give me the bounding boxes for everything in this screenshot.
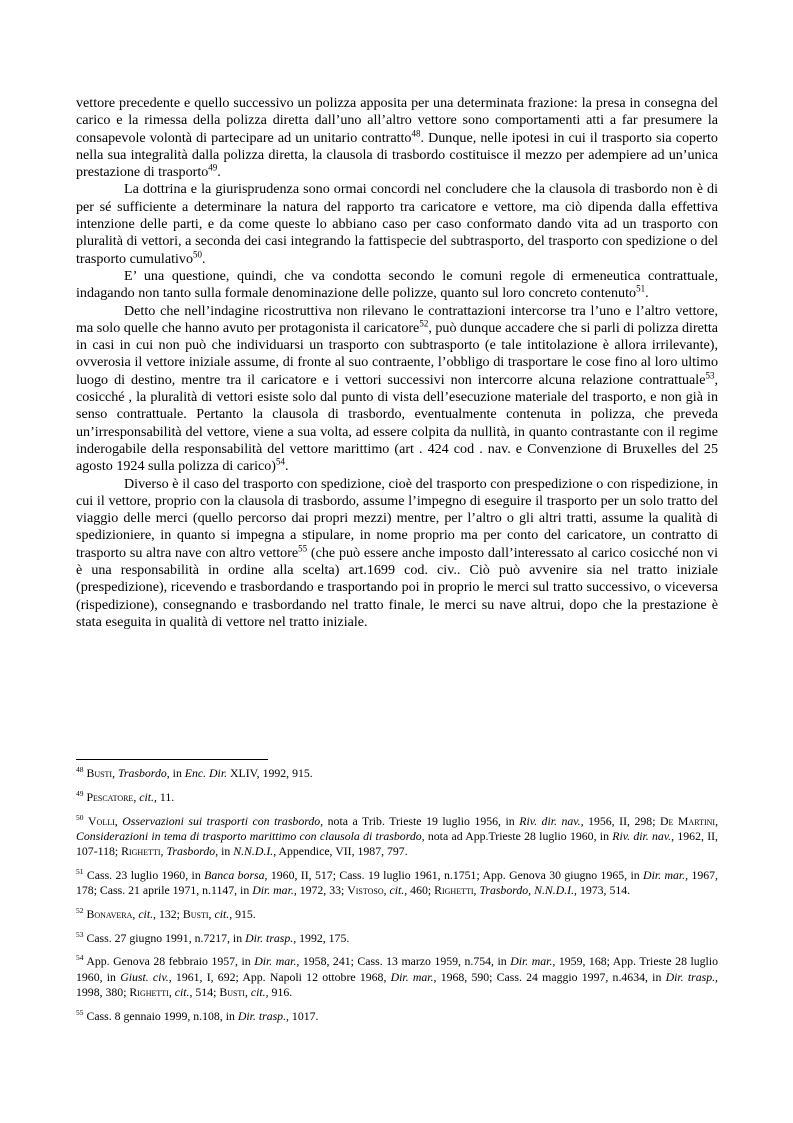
- paragraph: [76, 95, 718, 181]
- italic-text: Dir. mar.,: [252, 883, 297, 897]
- text-run: 915.: [232, 906, 256, 921]
- italic-text: N.N.D.I.: [233, 844, 274, 858]
- text-run: 1962, II, 107-118;: [76, 828, 719, 858]
- text-run: 132;: [156, 906, 183, 921]
- text-run: 11.: [156, 789, 175, 804]
- text-run: 1998, 380;: [76, 984, 130, 999]
- text-run: ,: [133, 789, 140, 804]
- footnotes: [76, 766, 718, 1032]
- text-run: , in: [166, 766, 185, 780]
- author-name: De Martini: [660, 813, 716, 828]
- footnote-ref: 49: [76, 788, 84, 798]
- footnote-ref: 48: [76, 765, 84, 775]
- author-name: Bonavera: [86, 906, 133, 921]
- text-run: E’ una questione, quindi, che va condotta secondo le comuni regole di ermeneutica contrattuale, indagando non tanto sulla formale denominazione delle polizze, quanto sul loro concreto contenuto: [76, 267, 718, 302]
- italic-text: Banca borsa: [204, 867, 265, 882]
- text-run: , 1960, II, 517; Cass. 19 luglio 1961, n.1751; App. Genova 30 giugno 1965, in: [264, 867, 644, 882]
- italic-text: Dir. trasp.,: [245, 930, 297, 945]
- text-run: ,: [473, 883, 480, 897]
- text-run: 1968, 590; Cass. 24 maggio 1997, n.4634, in: [436, 969, 666, 984]
- italic-text: Dir. mar.,: [390, 969, 437, 984]
- footnote-ref: 53: [705, 370, 715, 381]
- italic-text: Riv. dir. nav.,: [612, 828, 675, 843]
- paragraph: [76, 181, 718, 267]
- text-run: 1959, 168; App. Trieste 28 luglio 1960, in: [76, 954, 719, 984]
- text-run: La dottrina e la giurisprudenza sono ormai concordi nel concludere che la clausola di trasbordo non è di per sé sufficiente a determinare la natura del rapporto tra caricatore e vettore, ma ciò dipenda dalla effettiva intenzione delle parti, e da come queste lo abbiano caso per caso conformato dando vita ad un trasporto con pluralità di vettori, a seconda dei casi integrando la fattispecie del subtrasporto, del trasporto con spedizione o del trasporto cumulativo: [76, 181, 718, 267]
- footnote-ref: 51: [76, 866, 84, 876]
- text-run: ,: [168, 984, 175, 999]
- text-run: 1992, 175.: [296, 930, 350, 945]
- footnote: [76, 868, 718, 898]
- footnote-ref: 53: [76, 929, 84, 939]
- text-run: 1958, 241; Cass. 13 marzo 1959, n.754, in: [299, 954, 511, 969]
- text-run: XLIV, 1992, 915.: [227, 766, 313, 780]
- text-run: (che può essere anche imposto dall’interessato al carico cosicché non vi è una responsabilità in ordine alla scelta) art.1699 cod. civ.. Ciò può avvenire sia nel tratto iniziale (prespedizione), ricevendo e trasbordando e trasportando poi in proprio le merci sul tratto successivo, o viceversa (rispedizione), consegnando e trasbordando nel tratto finale, le merci su nave altrui, dopo che la prestazione è stata eseguita in qualità di vettore nel tratto iniziale.: [76, 544, 718, 630]
- footnote-ref: 51: [636, 283, 646, 294]
- text-run: vettore precedente e quello successivo un polizza apposita per una determinata frazione: la presa in consegna del carico e la rimessa della polizza diretta dall’uno all’altro vettore sono comportamenti atti a far presumere la consapevole volontà di partecipare ad un unitario contratto: [76, 95, 718, 146]
- footnote-ref: 55: [76, 1007, 84, 1017]
- footnote-separator: [76, 759, 268, 760]
- footnote-ref: 55: [298, 543, 308, 554]
- footnote: [76, 907, 718, 922]
- text-run: . Dunque, nelle ipotesi in cui il trasporto sia coperto nella sua integralità dalla polizza diretta, la clausola di trasbordo costituisce il mezzo per adempiere ad un’unica prestazione di trasporto: [76, 129, 718, 181]
- text-run: 1961, I, 692; App. Napoli 12 ottobre 1968,: [171, 969, 391, 984]
- italic-text: Dir. mar.,: [643, 867, 689, 882]
- author-name: Busti: [86, 766, 113, 780]
- footnote-ref: 50: [76, 812, 84, 822]
- italic-text: Trasbordo: [118, 766, 167, 780]
- text-run: Detto che nell’indagine ricostruttiva non rilevano le contrattazioni intercorse tra l’uno e l’altro vettore, ma solo quelle che hanno avuto per protagonista il caricatore: [76, 302, 718, 336]
- footnote-ref: 48: [411, 127, 421, 138]
- footnote: [76, 931, 718, 946]
- author-name: Righetti: [121, 844, 161, 858]
- footnote: [76, 766, 718, 781]
- text-run: Cass. 27 giugno 1991, n.7217, in: [83, 930, 246, 945]
- text-run: .: [202, 250, 206, 267]
- text-run: nota a Trib. Trieste 19 luglio 1956, in: [323, 813, 520, 828]
- italic-text: Dir. mar.,: [510, 954, 556, 969]
- italic-text: cit.,: [139, 789, 157, 804]
- italic-text: Giust. civ.,: [120, 969, 172, 984]
- footnote: [76, 790, 718, 805]
- author-name: Volli: [88, 813, 115, 828]
- paragraph: [76, 476, 718, 632]
- text-run: 514;: [192, 984, 220, 999]
- text-run: ,: [132, 906, 139, 921]
- italic-text: cit.,: [174, 984, 193, 999]
- footnote-ref: 50: [193, 248, 203, 259]
- italic-text: Osservazioni sui trasporti con trasbordo,: [122, 813, 324, 828]
- author-name: Busti: [182, 906, 209, 921]
- text-run: 1017.: [288, 1008, 319, 1023]
- text-run: App. Genova 28 febbraio 1957, in: [83, 954, 255, 969]
- text-run: ,: [114, 813, 123, 828]
- text-run: ,: [715, 813, 719, 828]
- text-run: .: [285, 458, 289, 475]
- italic-text: Considerazioni in tema di trasporto marittimo con clausola di trasbordo,: [76, 828, 425, 843]
- text-run: .: [217, 164, 221, 181]
- text-run: nota ad App.Trieste 28 luglio 1960, in: [424, 828, 613, 843]
- text-run: 1972, 33;: [296, 883, 348, 897]
- footnote-ref: 52: [76, 905, 84, 915]
- author-name: Busti: [219, 984, 245, 999]
- italic-text: cit.,: [214, 906, 233, 921]
- text-run: Cass. 23 luglio 1960, in: [83, 867, 205, 882]
- footnote-ref: 49: [208, 162, 218, 173]
- text-run: 1973, 514.: [577, 883, 631, 897]
- author-name: Pescatore: [86, 789, 134, 804]
- italic-text: Trasbordo, N.N.D.I.,: [479, 883, 578, 897]
- footnote: [76, 814, 718, 860]
- footnote-ref: 52: [419, 318, 429, 329]
- footnote-ref: 54: [76, 953, 84, 963]
- italic-text: Trasbordo: [166, 844, 216, 858]
- italic-text: cit.,: [250, 984, 269, 999]
- text-run: ,: [383, 883, 390, 897]
- text-run: ,: [244, 984, 251, 999]
- body-text: [76, 95, 718, 631]
- text-run: 1967, 178; Cass. 21 aprile 1971, n.1147, in: [76, 867, 719, 897]
- author-name: Vistoso: [347, 883, 384, 897]
- italic-text: Dir. mar.,: [254, 954, 300, 969]
- text-run: , cosicché , la pluralità di vettori esiste solo dal punto di vista dell’esecuzione materiale del trasporto, e non già in senso contrattuale. Pertanto la clausola di trasbordo, eventualmente contenuta in polizza, che preveda un’irresponsabilità del vettore, viene a sua volta, ad essere colpita da nullità, in quanto contrastante con il regime inderogabile della responsabilità del vettore marittimo (art . 424 cod . nav. e Convenzione di Bruxelles del 25 agosto 1924 sulla polizza di carico): [76, 371, 718, 475]
- text-run: 460;: [407, 883, 435, 897]
- text-run: , in: [215, 844, 234, 858]
- text-run: Cass. 8 gennaio 1999, n.108, in: [83, 1008, 238, 1023]
- author-name: Righetti: [434, 883, 474, 897]
- italic-text: cit.,: [389, 883, 408, 897]
- italic-text: cit.,: [138, 906, 157, 921]
- italic-text: Dir. trasp.,: [665, 969, 718, 984]
- italic-text: Dir. trasp.,: [237, 1008, 289, 1023]
- italic-text: Riv. dir. nav.,: [519, 813, 584, 828]
- italic-text: Enc. Dir.: [184, 766, 228, 780]
- author-name: Righetti: [129, 984, 169, 999]
- text-run: .: [645, 285, 649, 302]
- footnote-ref: 54: [276, 456, 285, 467]
- text-run: , può dunque accadere che si parli di polizza diretta in casi in cui non può che individuarsi un trasporto con subtrasporto (e tale intitolazione è allora irrilevante), ovverosia il vettore iniziale assume, di fronte al suo contraente, l’obbligo di trasportare le cose fino al loro ultimo luogo di destino, mentre tra il caricatore e i vettori successivi non intercorre alcuna relazione contrattuale: [76, 319, 719, 388]
- footnote: [76, 1009, 718, 1024]
- text-run: , Appendice, VII, 1987, 797.: [273, 844, 408, 858]
- footnote: [76, 954, 718, 1000]
- paragraph: [76, 303, 718, 476]
- text-run: ,: [160, 844, 167, 858]
- paragraph: [76, 268, 718, 303]
- text-run: 1956, II, 298;: [583, 813, 660, 828]
- text-run: Diverso è il caso del trasporto con spedizione, cioè del trasporto con prespedizione o con rispedizione, in cui il vettore, proprio con la clausola di trasbordo, assume l’impegno di eseguire il trasporto per un solo tratto del viaggio delle merci (quello percorso dai propri mezzi) mentre, per l’altro o gli altri tratti, assume la qualità di spedizioniere, in quanto si impegna a stipulare, in nome proprio ma per conto del caricatore, un contratto di trasporto su altra nave con altro vettore: [76, 475, 718, 561]
- text-run: ,: [208, 906, 215, 921]
- text-run: ,: [112, 766, 119, 780]
- text-run: 916.: [268, 984, 293, 999]
